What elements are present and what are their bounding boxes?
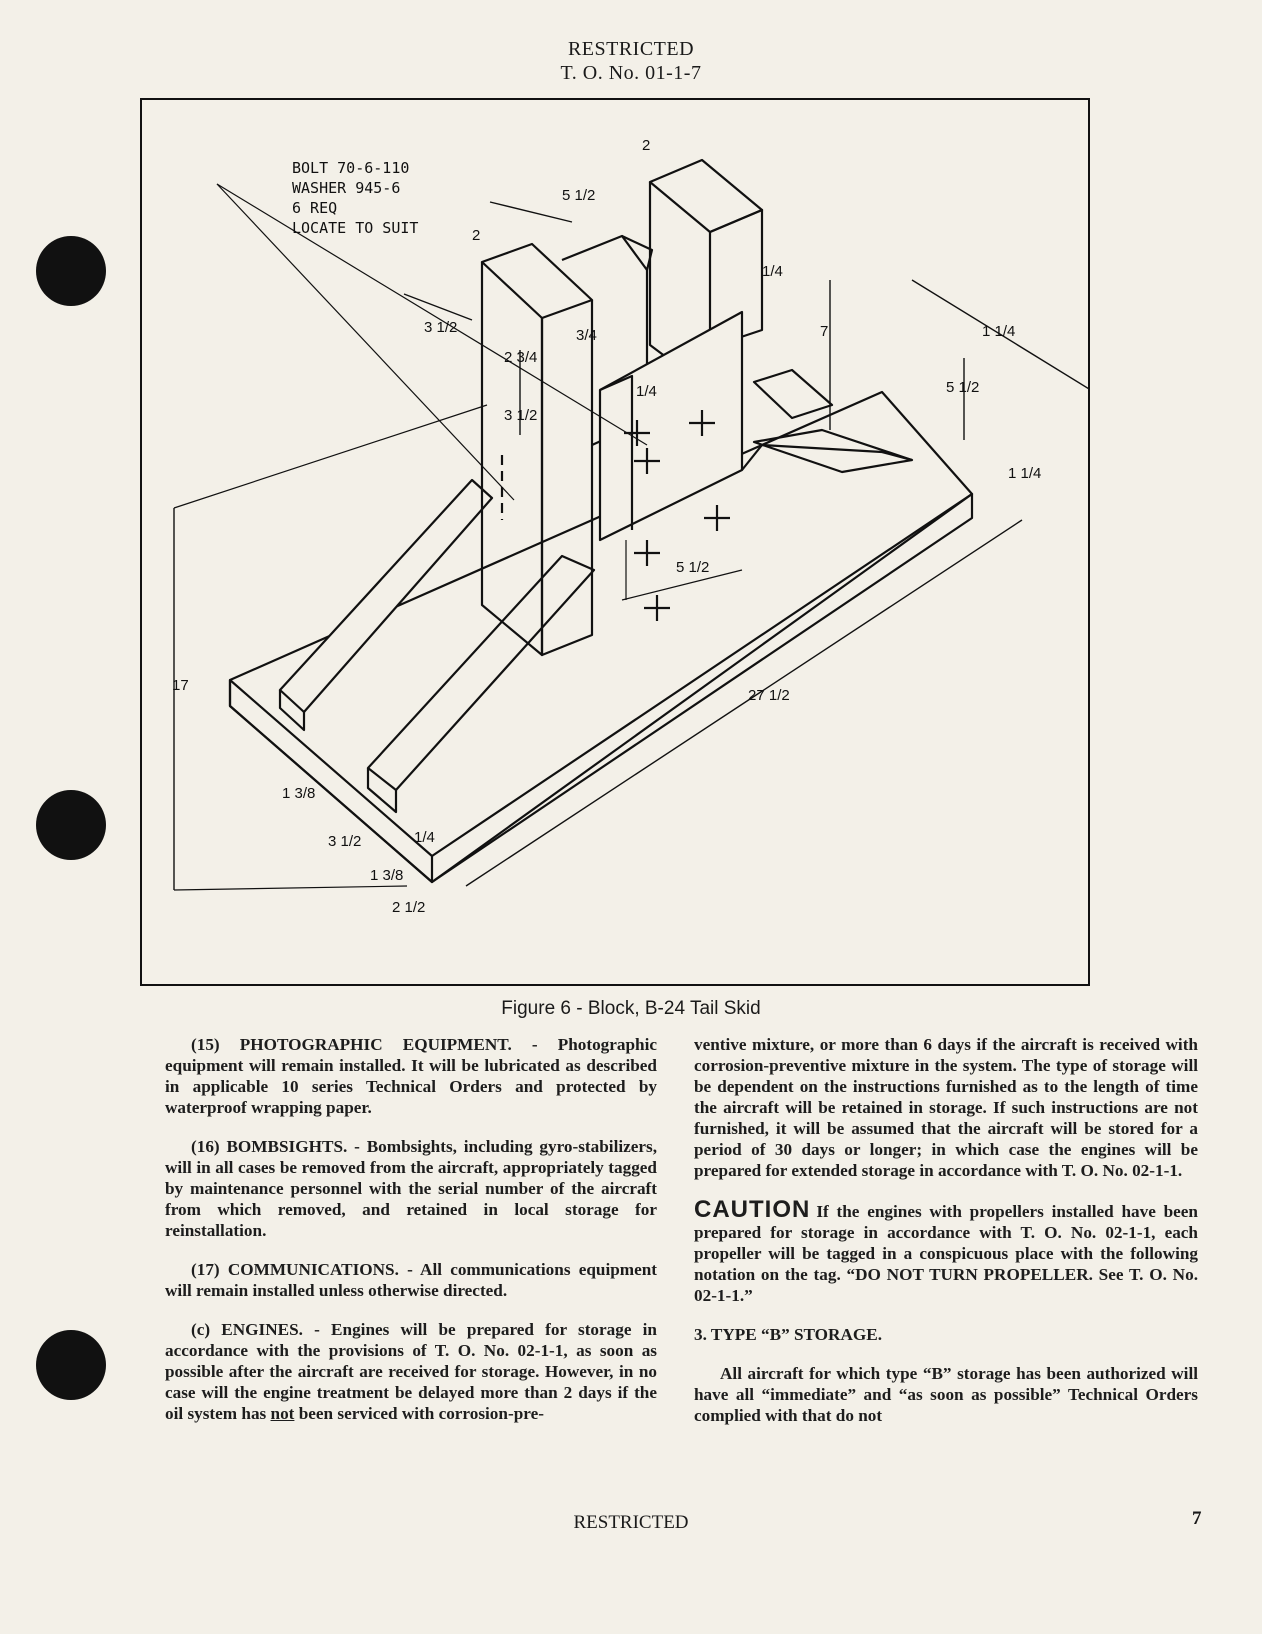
dim-1-4b: 1/4 bbox=[636, 383, 657, 400]
tail-skid-block-drawing bbox=[142, 100, 1088, 984]
dim-27-half: 27 1/2 bbox=[748, 687, 790, 704]
left-column bbox=[165, 1034, 657, 1442]
dim-2a: 2 bbox=[472, 227, 481, 244]
dim-3-half-mid: 3 1/2 bbox=[504, 407, 538, 424]
paragraph-label: (16) BOMBSIGHTS. bbox=[191, 1137, 348, 1156]
paragraph-text: - Bombsights, including gyro-stabilizers, will in all cases be removed from the aircraft, appropriately tagged by maintenance personnel with the serial number of the aircraft from which removed, and retained in local storage for reinstallation. bbox=[165, 1137, 657, 1240]
paragraph-text: - Engines will be prepared for storage in accordance with the provisions of T. O. No. 02-1-1, as soon as possible after the aircraft are received for storage. However, in no case will the engine treatment be delayed more than 2 days if the oil system has bbox=[165, 1320, 657, 1423]
paragraph-label: (15) PHOTOGRAPHIC EQUIPMENT. bbox=[191, 1035, 512, 1054]
paragraph-communications bbox=[165, 1259, 657, 1301]
dim-2b: 2 bbox=[642, 137, 651, 154]
callout-line: 6 REQ bbox=[292, 199, 338, 217]
figure-frame bbox=[140, 98, 1090, 986]
paragraph-label: (17) COMMUNICATIONS. bbox=[191, 1260, 399, 1279]
paragraph-bombsights bbox=[165, 1136, 657, 1241]
binder-hole bbox=[36, 790, 106, 860]
paragraph-engines bbox=[165, 1319, 657, 1424]
right-column bbox=[694, 1034, 1198, 1444]
dim-5-half-top: 5 1/2 bbox=[562, 187, 596, 204]
binder-hole bbox=[36, 1330, 106, 1400]
caution-note bbox=[694, 1196, 1198, 1306]
paragraph-photographic bbox=[165, 1034, 657, 1118]
paragraph-text: been serviced with corrosion-pre- bbox=[294, 1404, 544, 1423]
dim-3-4: 3/4 bbox=[576, 327, 597, 344]
footer-classification: RESTRICTED bbox=[573, 1512, 689, 1533]
header-to-number: T. O. No. 01-1-7 bbox=[560, 62, 702, 84]
dim-17: 17 bbox=[172, 677, 189, 694]
caution-text: If the engines with propellers installed have been prepared for storage in accordance with T. O. No. 02-1-1, each propeller will be tagged in a conspicuous place with the following notation on the tag. “DO NOT TURN PROPELLER. See T. O. No. 02-1-1.” bbox=[694, 1202, 1198, 1305]
callout-line: WASHER 945-6 bbox=[292, 179, 401, 197]
binder-hole bbox=[36, 236, 106, 306]
dim-1-4a: 1/4 bbox=[762, 263, 783, 280]
dim-5-half-lower: 5 1/2 bbox=[676, 559, 710, 576]
figure-caption: Figure 6 - Block, B-24 Tail Skid bbox=[501, 998, 761, 1019]
caution-label: CAUTION bbox=[694, 1196, 811, 1223]
paragraph-engines-cont: ventive mixture, or more than 6 days if the aircraft is received with corrosion-preventive mixture in the system. The type of storage will be dependent on the instructions furnished as to the length of time the aircraft will be retained in storage. If such instructions are not furnished, it will be assumed that the aircraft will be stored for a period of 30 days or longer; in which case the engines will be prepared for extended storage in accordance with T. O. No. 02-1-1. bbox=[694, 1035, 1198, 1180]
paragraph-type-b: All aircraft for which type “B” storage has been authorized will have all “immediate” and “as soon as possible” Technical Orders complied with that do not bbox=[694, 1364, 1198, 1425]
dim-1-3-8b: 1 3/8 bbox=[370, 867, 404, 884]
callout-line: BOLT 70-6-110 bbox=[292, 159, 410, 177]
paragraph-label: (c) ENGINES. bbox=[191, 1320, 303, 1339]
dim-2-3-4: 2 3/4 bbox=[504, 349, 538, 366]
dim-7: 7 bbox=[820, 323, 829, 340]
header-classification: RESTRICTED bbox=[567, 38, 695, 60]
dim-1-4c: 1/4 bbox=[414, 829, 435, 846]
dim-1-1-4b: 1 1/4 bbox=[1008, 465, 1042, 482]
dim-1-3-8a: 1 3/8 bbox=[282, 785, 316, 802]
dim-1-1-4a: 1 1/4 bbox=[982, 323, 1016, 340]
paragraph-text: - Photographic equipment will remain installed. It will be lubricated as described in applicable 10 series Technical Orders and protected by waterproof wrapping paper. bbox=[165, 1035, 658, 1117]
section-heading: 3. TYPE “B” STORAGE. bbox=[694, 1325, 882, 1344]
dim-2-half: 2 1/2 bbox=[392, 899, 426, 916]
page-number: 7 bbox=[1192, 1508, 1202, 1529]
dim-3-half: 3 1/2 bbox=[424, 319, 458, 336]
dim-3-half-bot: 3 1/2 bbox=[328, 833, 362, 850]
dim-5-half-right: 5 1/2 bbox=[946, 379, 980, 396]
emphasis-not: not bbox=[270, 1404, 295, 1423]
bolt-callout bbox=[292, 158, 418, 238]
callout-line: LOCATE TO SUIT bbox=[292, 219, 419, 237]
paragraph-text: - All communications equipment will remain installed unless otherwise directed. bbox=[165, 1260, 658, 1300]
